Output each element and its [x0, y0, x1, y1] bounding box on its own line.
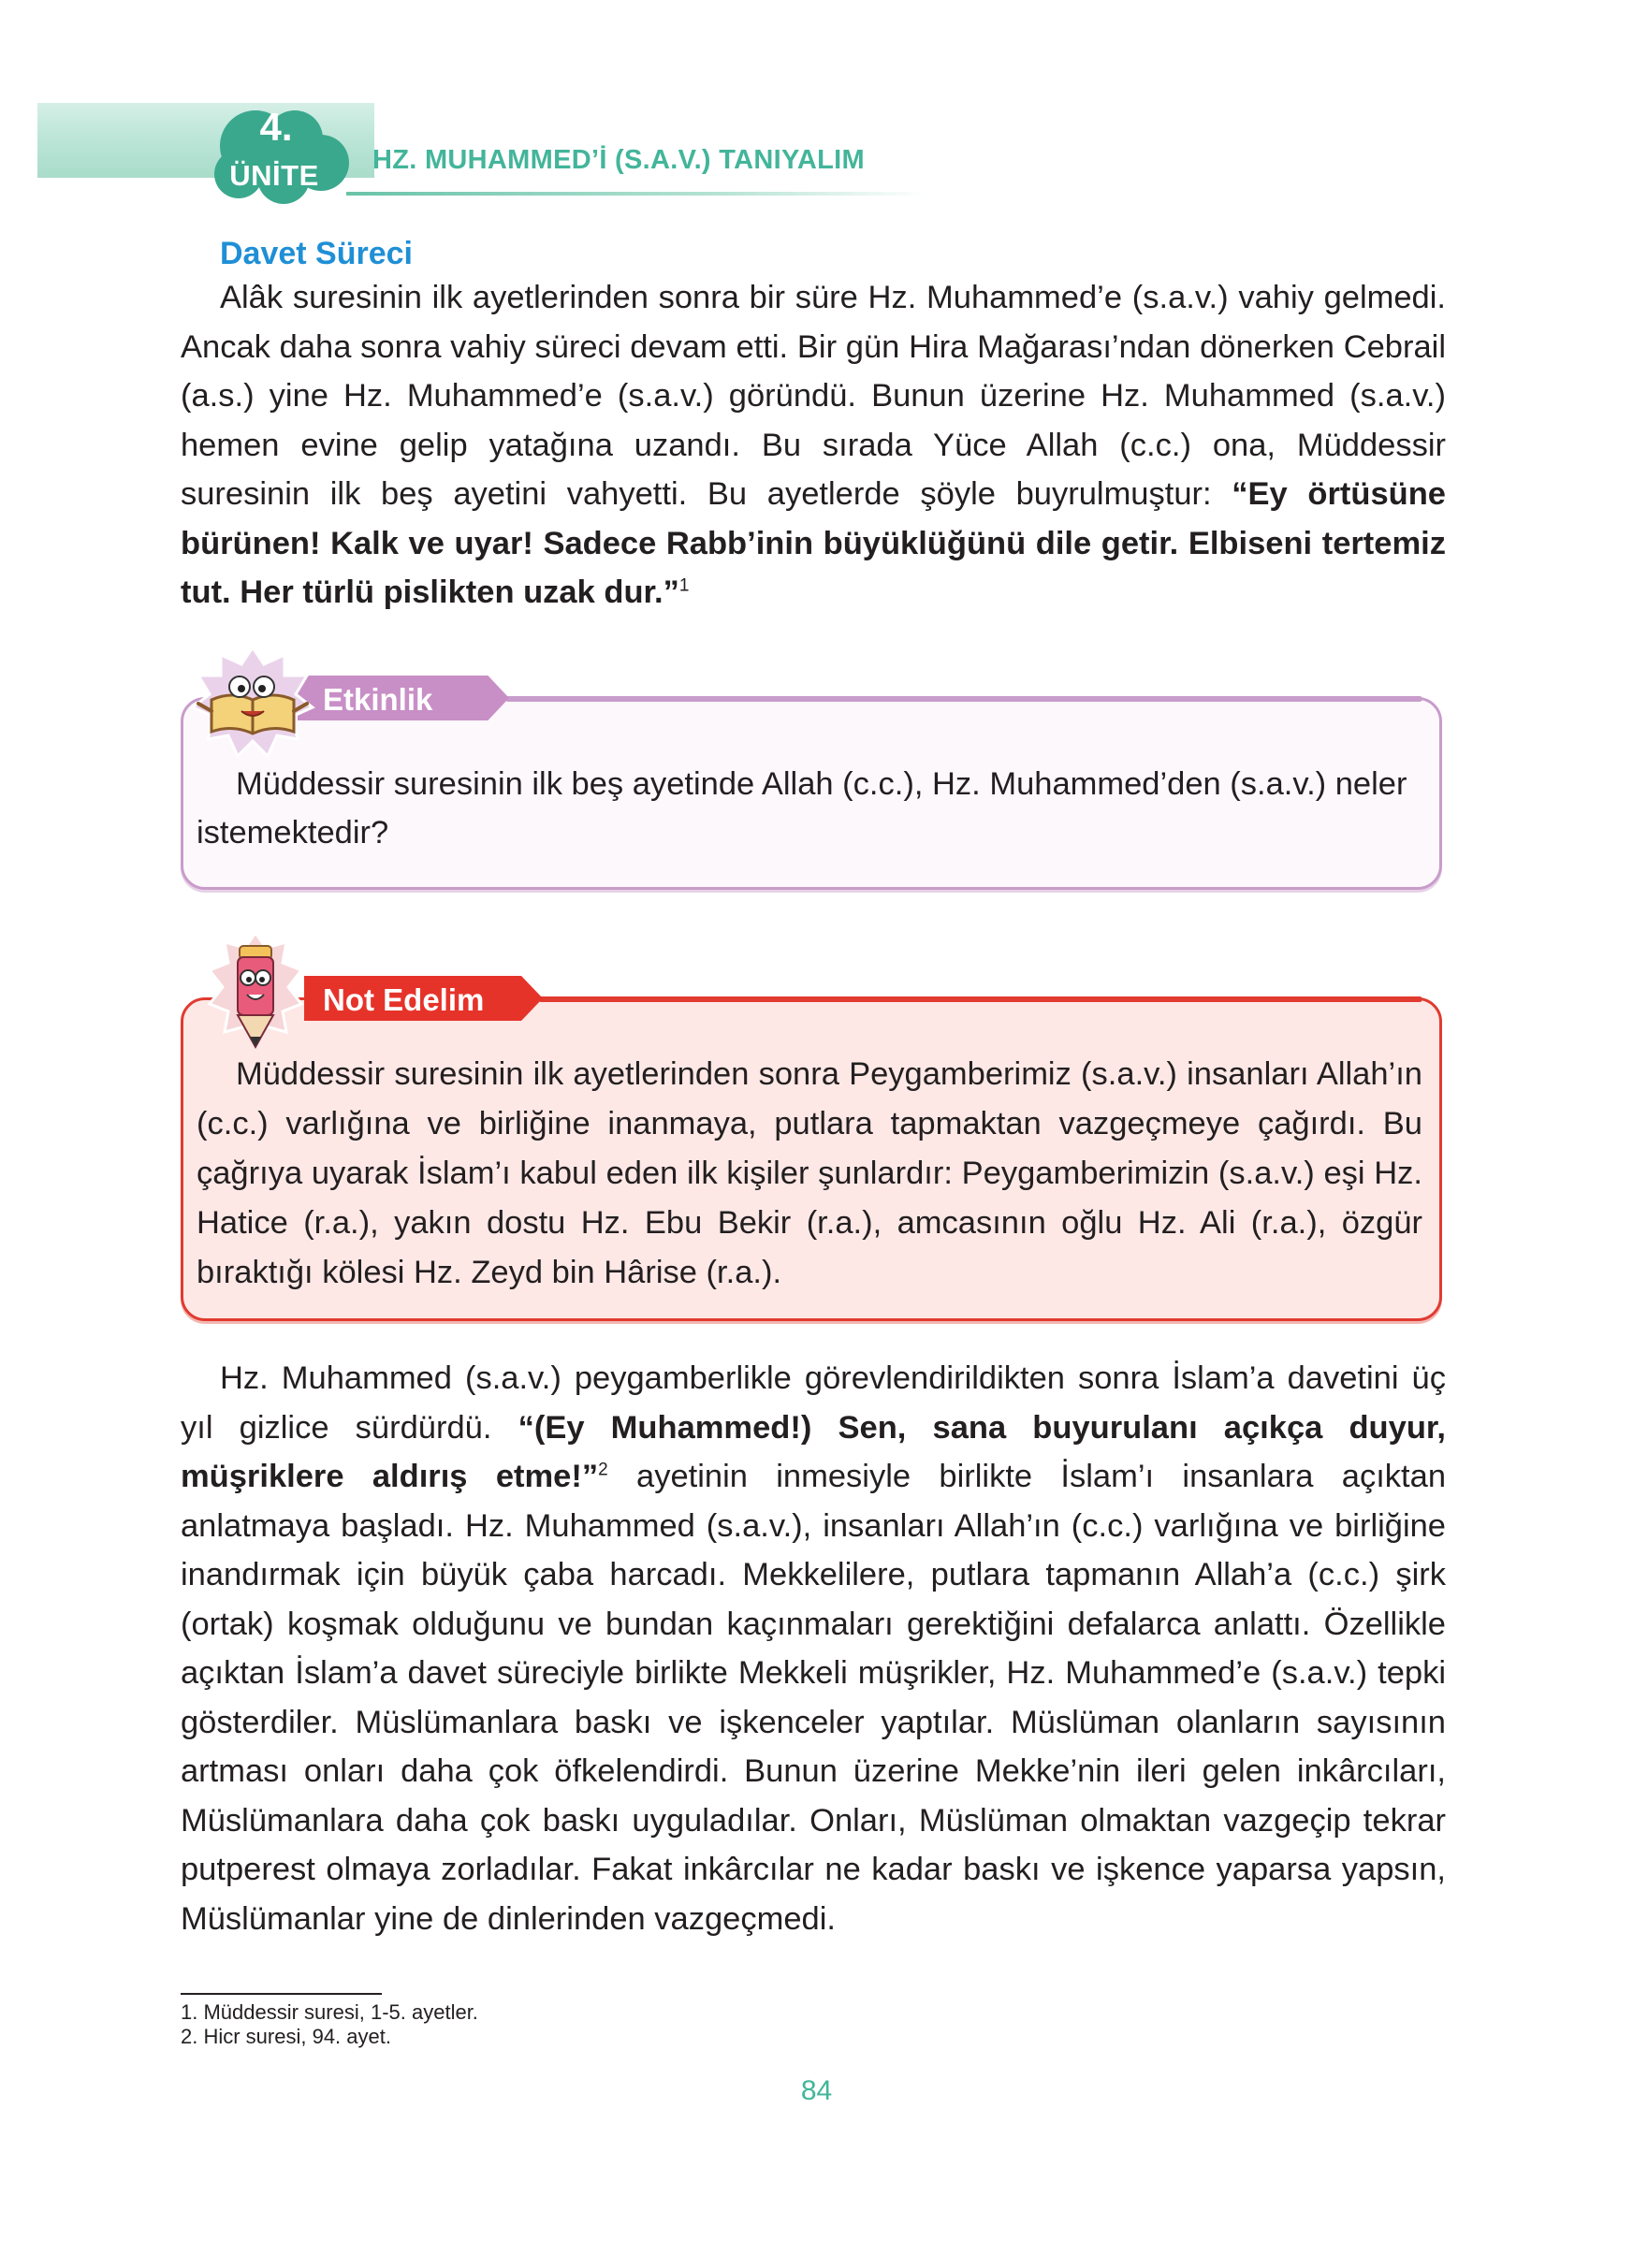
- paragraph-2-intro: Hz. Muhammed (s.a.v.) peygamberlikle görevlendirildikten sonra İslam’a davetini üç yıl gizlice sürdürdü.: [181, 1360, 1446, 1446]
- footnote-ref-2: 2: [598, 1460, 608, 1480]
- paragraph-2-text: ayetinin inmesiyle birlikte İslam’ı insanlara açıktan anlatmaya başladı. Hz. Muhammed (s.a.v.), insanları Allah’ın (c.c.) varlığına ve birliğine inandırmak için büyük çaba harcadı. Mekkelilere, putlara tapmanın Allah’a (c.c.) şirk (ortak) koşmak olduğunu ve bundan kaçınmaları gerektiğini defalarca anlattı. Özellikle açıktan İslam’a davet süreciyle birlikte Mekkeli müşrikler, Hz. Muhammed’e (s.a.v.) tepki gösterdiler. Müslümanlara baskı ve işkenceler yaptılar. Müslüman olanların sayısının artması onları daha çok öfkelendirdi. Bunun üzerine Mekke’nin ileri gelen inkârcıları, Müslümanlara daha çok baskı uyguladılar. Onları, Müslüman olmaktan vazgeçip tekrar putperest olmaya zorladılar. Fakat inkârcılar ne kadar baskı ve işkence yaparsa yapsın, Müslümanlar yine de dinlerinden vazgeçmedi.: [181, 1459, 1447, 1937]
- footnote-2: 2. Hicr suresi, 94. ayet.: [181, 2025, 391, 2048]
- activity-text: [197, 760, 1422, 857]
- note-body: Müddessir suresinin ilk ayetlerinden sonra Peygamberimiz (s.a.v.) insanları Allah’ın (c.c.) varlığına ve birliğine inanmaya, putlara tapmaktan vazgeçmeye çağırdı. Bu çağrıya uyarak İslam’ı kabul eden ilk kişiler şunlardır: Peygamberimizin (s.a.v.) eşi Hz. Hatice (r.a.), yakın dostu Hz. Ebu Bekir (r.a.), amcasının oğlu Hz. Ali (r.a.), özgür bıraktığı kölesi Hz. Zeyd bin Hârise (r.a.).: [197, 1056, 1422, 1290]
- note-header-line: [538, 996, 1422, 1002]
- footnote-ref-1: 1: [678, 575, 690, 596]
- footnote-rule: [181, 1993, 382, 1995]
- paragraph-1-text: Alâk suresinin ilk ayetlerinden sonra bir süre Hz. Muhammed’e (s.a.v.) vahiy gelmedi. Ancak daha sonra vahiy süreci devam etti. Bir gün Hira Mağarası’ndan dönerken Cebrail (a.s.) yine Hz. Muhammed’e (s.a.v.) göründü. Bunun üzerine Hz. Muhammed (s.a.v.) hemen evine gelip yatağına uzandı. Bu sırada Yüce Allah (c.c.) ona, Müddessir suresinin ilk beş ayetini vahyetti. Bu ayetlerde şöyle buyrulmuştur:: [181, 280, 1446, 512]
- page-number: 84: [800, 2075, 833, 2106]
- paragraph-1: [181, 273, 1446, 618]
- unit-label: ÜNİTE: [229, 159, 319, 192]
- book-mascot-icon: [187, 646, 318, 758]
- unit-number: 4.: [259, 105, 293, 149]
- pencil-mascot-icon: [204, 931, 307, 1057]
- footnote-1: 1. Müddessir suresi, 1-5. ayetler.: [181, 2000, 478, 2024]
- header-underline: [346, 192, 926, 196]
- paragraph-2: [181, 1354, 1446, 1943]
- section-title: Davet Süreci: [220, 236, 413, 271]
- paragraph-1-quote: “Ey örtüsüne bürünen! Kalk ve uyar! Sadece Rabb’inin büyüklüğünü dile getir. Elbiseni tertemiz tut. Her türlü pislikten uzak dur.”: [181, 476, 1446, 610]
- activity-header-line: [505, 696, 1422, 702]
- unit-title: HZ. MUHAMMED’İ (S.A.V.) TANIYALIM: [372, 145, 865, 175]
- activity-label: Etkinlik: [323, 682, 433, 717]
- activity-question: Müddessir suresinin ilk beş ayetinde Allah (c.c.), Hz. Muhammed’den (s.a.v.) neler istemektedir?: [197, 766, 1407, 850]
- note-text: [197, 1050, 1422, 1298]
- paragraph-2-quote: “(Ey Muhammed!) Sen, sana buyurulanı açıkça duyur, müşriklere aldırış etme!”: [181, 1409, 1446, 1494]
- note-label: Not Edelim: [323, 982, 485, 1017]
